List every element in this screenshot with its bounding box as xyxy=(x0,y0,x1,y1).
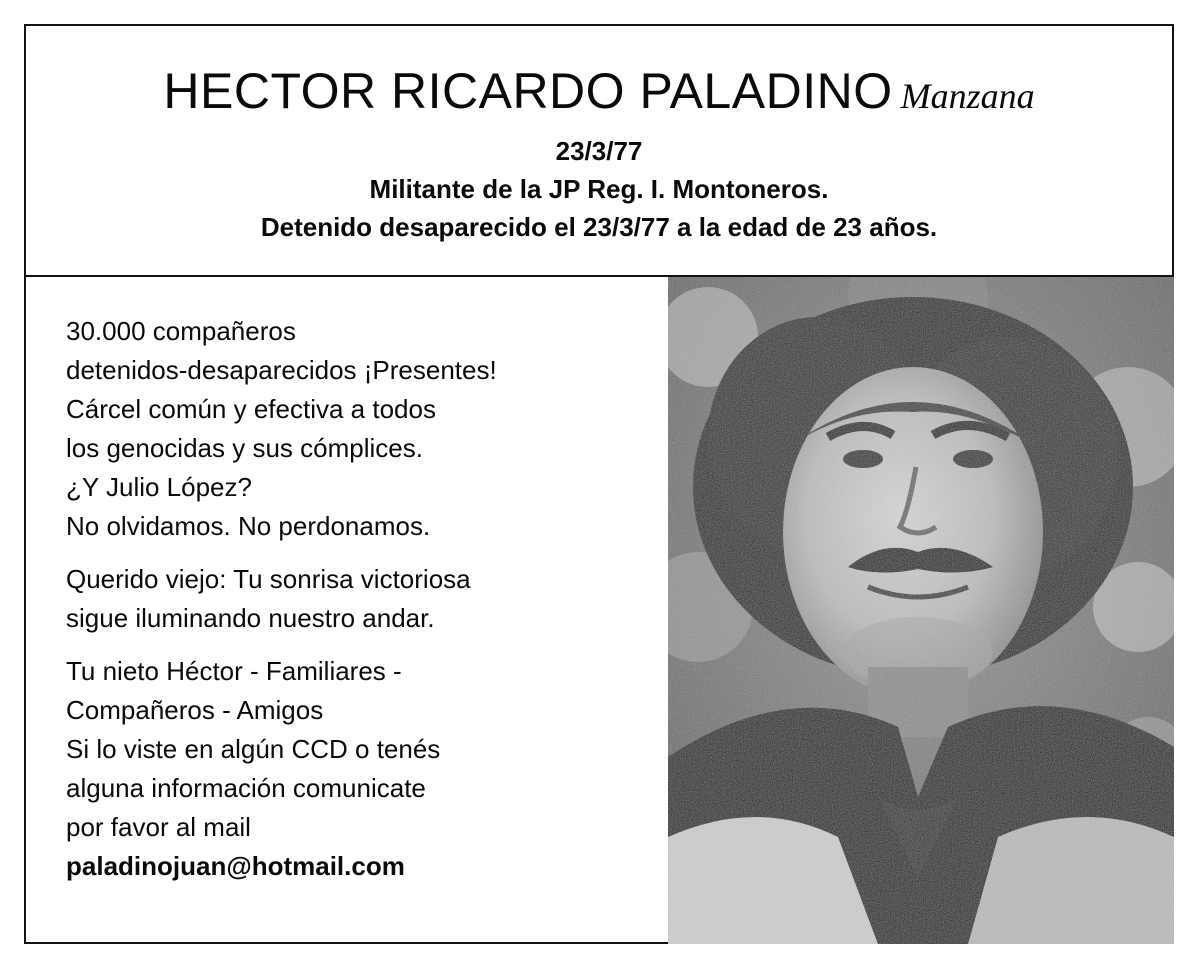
text-line: detenidos-desaparecidos ¡Presentes! xyxy=(66,355,497,385)
text-line: Compañeros - Amigos xyxy=(66,695,324,725)
text-line: Tu nieto Héctor - Familiares - xyxy=(66,656,402,686)
text-line: los genocidas y sus cómplices. xyxy=(66,433,423,463)
militancy-line: Militante de la JP Reg. I. Montoneros. xyxy=(369,174,829,204)
paragraph-contact xyxy=(66,652,656,886)
disappearance-date: 23/3/77 xyxy=(555,136,643,166)
notice-header xyxy=(26,26,1172,277)
paragraph-presentes xyxy=(66,312,656,546)
text-line: 30.000 compañeros xyxy=(66,316,296,346)
name-line xyxy=(26,62,1172,120)
person-alias: Manzana xyxy=(900,76,1035,116)
contact-email[interactable]: paladinojuan@hotmail.com xyxy=(66,851,405,881)
text-line: Si lo viste en algún CCD o tenés xyxy=(66,734,441,764)
text-line: Querido viejo: Tu sonrisa victoriosa xyxy=(66,564,471,594)
portrait-illustration xyxy=(668,277,1174,944)
paragraph-dedication xyxy=(66,560,656,638)
text-line: sigue iluminando nuestro andar. xyxy=(66,603,435,633)
text-line: alguna información comunicate xyxy=(66,773,426,803)
memorial-notice xyxy=(24,24,1174,944)
notice-body xyxy=(66,312,656,900)
text-line: por favor al mail xyxy=(66,812,251,842)
detained-line: Detenido desaparecido el 23/3/77 a la edad de 23 años. xyxy=(260,212,938,242)
text-line: No olvidamos. No perdonamos. xyxy=(66,511,431,541)
person-name: HECTOR RICARDO PALADINO xyxy=(163,63,893,119)
text-line: ¿Y Julio López? xyxy=(66,472,252,502)
portrait-photo xyxy=(668,277,1174,944)
text-line: Cárcel común y efectiva a todos xyxy=(66,394,436,424)
